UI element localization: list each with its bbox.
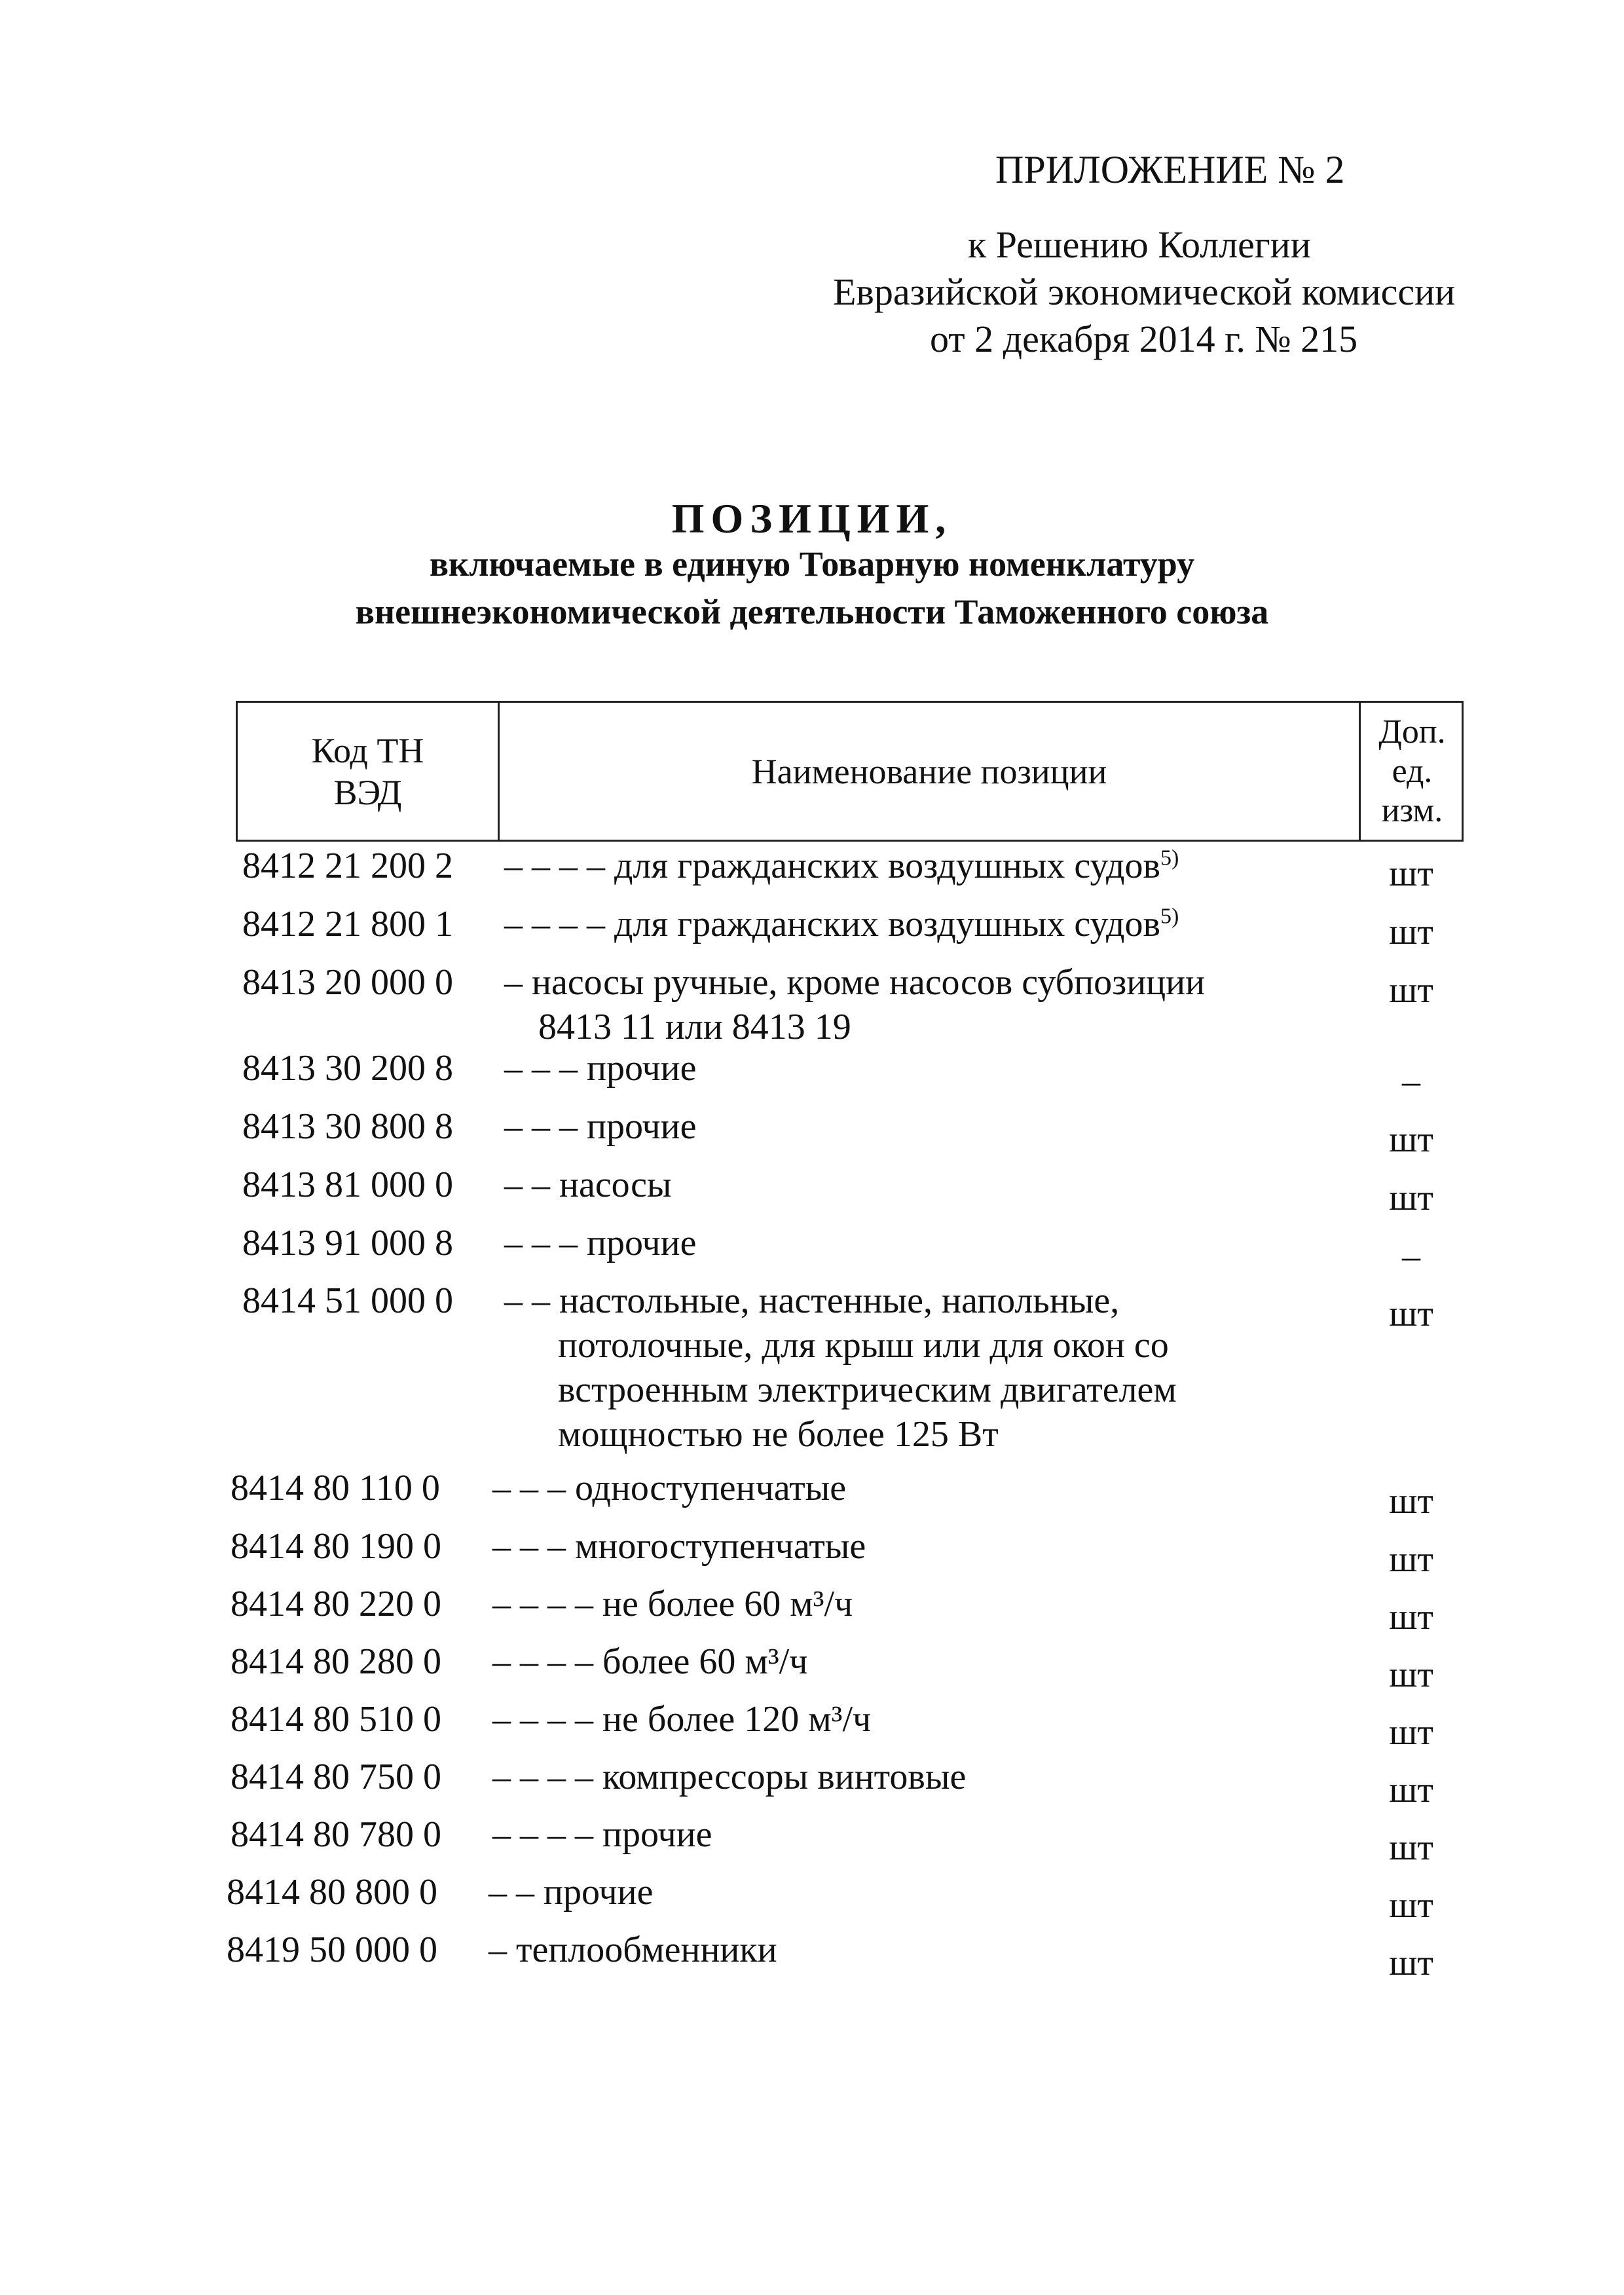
row-code: 8414 80 190 0 bbox=[231, 1526, 441, 1567]
row-code: 8414 80 110 0 bbox=[231, 1468, 440, 1508]
row-unit: – bbox=[1402, 1236, 1420, 1277]
header-name: Наименование позиции bbox=[500, 703, 1361, 840]
table-header bbox=[236, 701, 1464, 842]
row-code: 8413 30 800 8 bbox=[242, 1106, 453, 1147]
row-code: 8412 21 200 2 bbox=[242, 846, 453, 886]
appendix-line-3: от 2 декабря 2014 г. № 215 bbox=[930, 318, 1358, 360]
appendix-line-2: Евразийской экономической комиссии bbox=[833, 271, 1456, 313]
row-code: 8414 80 800 0 bbox=[227, 1872, 437, 1912]
row-unit: шт bbox=[1389, 1119, 1433, 1160]
row-name: – – – – для гражданских воздушных судов$^{5)}$ bbox=[504, 846, 1179, 886]
row-name: – – – – прочие bbox=[492, 1814, 712, 1855]
header-unit: Доп. ед. изм. bbox=[1378, 713, 1446, 829]
row-code: 8419 50 000 0 bbox=[227, 1930, 437, 1970]
row-unit: шт bbox=[1389, 1654, 1433, 1695]
row-code: 8414 51 000 0 bbox=[242, 1280, 453, 1321]
row-name: – – прочие bbox=[489, 1872, 654, 1912]
row-unit: шт bbox=[1389, 1827, 1433, 1868]
appendix-title: ПРИЛОЖЕНИЕ № 2 bbox=[995, 148, 1345, 191]
row-name: – – – прочие bbox=[504, 1048, 697, 1089]
row-unit: шт bbox=[1389, 853, 1433, 894]
row-code: 8412 21 800 1 bbox=[242, 904, 453, 944]
row-name: – – – – более 60 м³/ч bbox=[492, 1641, 808, 1682]
row-unit: шт bbox=[1389, 1481, 1433, 1521]
document-subtitle-1: включаемые в единую Товарную номенклатуру bbox=[429, 544, 1195, 584]
row-unit: шт bbox=[1389, 1539, 1433, 1580]
row-name: – – – – не более 120 м³/ч bbox=[492, 1699, 872, 1740]
document-subtitle-2: внешнеэкономической деятельности Таможенного союза bbox=[355, 592, 1269, 631]
row-code: 8414 80 780 0 bbox=[231, 1814, 441, 1855]
row-unit: шт bbox=[1389, 970, 1433, 1011]
row-name: – – насосы bbox=[504, 1165, 672, 1205]
row-code: 8413 20 000 0 bbox=[242, 962, 453, 1003]
row-code: 8413 81 000 0 bbox=[242, 1165, 453, 1205]
row-name: – – – одноступенчатые bbox=[492, 1468, 847, 1508]
row-unit: шт bbox=[1389, 1294, 1433, 1334]
row-name: – – – многоступенчатые bbox=[492, 1526, 866, 1567]
row-name: – – – – компрессоры винтовые bbox=[492, 1757, 967, 1797]
document-title: ПОЗИЦИИ, bbox=[671, 495, 953, 542]
row-unit: шт bbox=[1389, 1770, 1433, 1810]
row-name: – – – прочие bbox=[504, 1106, 697, 1147]
header-code: Код ТН ВЭД bbox=[238, 703, 500, 840]
row-code: 8413 30 200 8 bbox=[242, 1048, 453, 1089]
row-code: 8414 80 750 0 bbox=[231, 1757, 441, 1797]
row-name: – – – – не более 60 м³/ч bbox=[492, 1584, 853, 1624]
row-code: 8414 80 510 0 bbox=[231, 1699, 441, 1740]
row-name: – насосы ручные, кроме насосов субпозиции 8413 11 или 8413 19 bbox=[504, 962, 1206, 1047]
row-unit: шт bbox=[1389, 1712, 1433, 1753]
row-unit: шт bbox=[1389, 1943, 1433, 1983]
row-name: – теплообменники bbox=[489, 1930, 777, 1970]
row-name: – – – – для гражданских воздушных судов$^{5)}$ bbox=[504, 904, 1179, 944]
row-code: 8414 80 220 0 bbox=[231, 1584, 441, 1624]
row-unit: шт bbox=[1389, 912, 1433, 952]
row-unit: – bbox=[1402, 1061, 1420, 1102]
row-unit: шт bbox=[1389, 1597, 1433, 1637]
row-code: 8414 80 280 0 bbox=[231, 1641, 441, 1682]
appendix-line-1: к Решению Коллегии bbox=[968, 223, 1311, 266]
row-name: – – – прочие bbox=[504, 1223, 697, 1263]
row-unit: шт bbox=[1389, 1178, 1433, 1218]
row-unit: шт bbox=[1389, 1885, 1433, 1926]
row-name: – – настольные, настенные, напольные, потолочные, для крыш или для окон со встроенным электрическим двигателем мощностью не более 125 Вт bbox=[504, 1280, 1177, 1455]
row-code: 8413 91 000 8 bbox=[242, 1223, 453, 1263]
